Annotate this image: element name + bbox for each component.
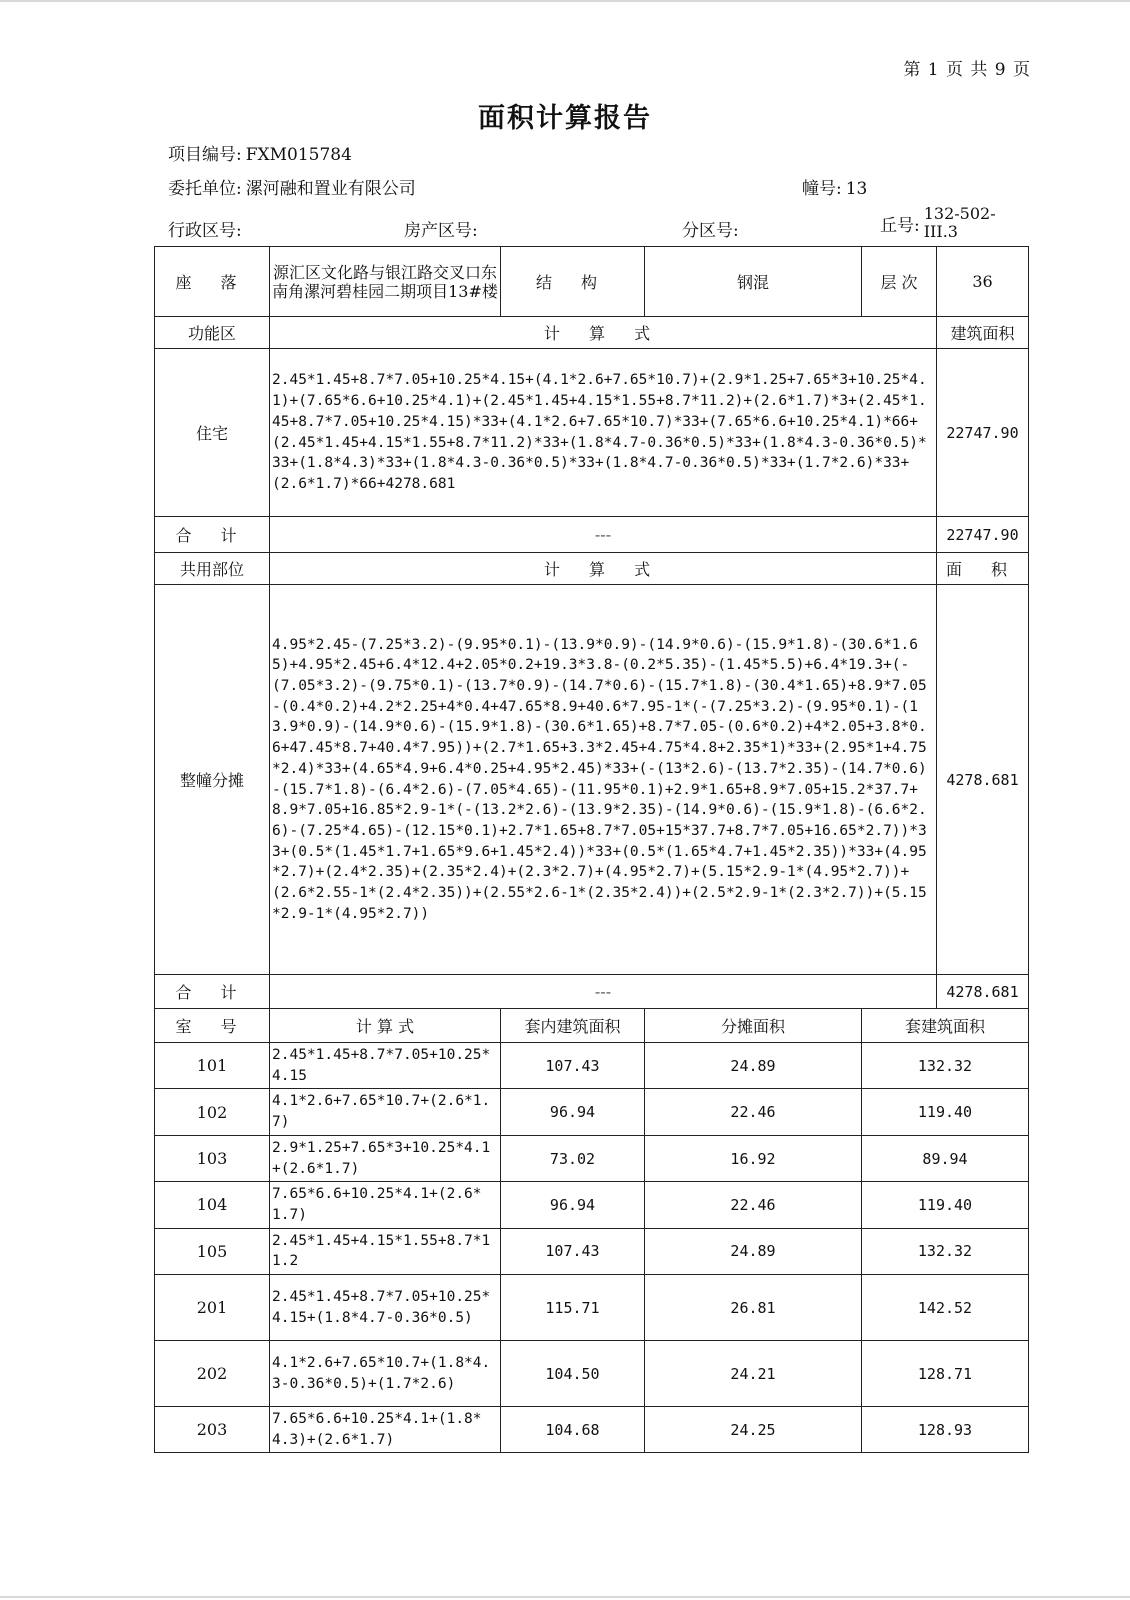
table-row <box>155 1182 1029 1228</box>
room-formula: 4.1*2.6+7.65*10.7+(2.6*1.7) <box>270 1089 501 1135</box>
room-number: 103 <box>155 1135 270 1181</box>
function-area-name: 住宅 <box>155 349 270 517</box>
floors-label: 层 次 <box>862 247 937 317</box>
shared-area: 24.89 <box>645 1228 862 1274</box>
building-number-field <box>802 174 867 199</box>
room-number-header: 室 号 <box>155 1009 270 1043</box>
total-area: 4278.681 <box>937 975 1029 1009</box>
unit-area: 128.93 <box>862 1407 1029 1453</box>
room-number: 201 <box>155 1275 270 1341</box>
table-row <box>155 1275 1029 1341</box>
shared-area: 26.81 <box>645 1275 862 1341</box>
shared-area: 22.46 <box>645 1089 862 1135</box>
table-row <box>155 1407 1029 1453</box>
residential-row <box>155 349 1029 517</box>
unit-area: 132.32 <box>862 1228 1029 1274</box>
shared-formula: 4.95*2.45-(7.25*3.2)-(9.95*0.1)-(13.9*0.9)-(14.9*0.6)-(15.9*1.8)-(30.6*1.65)+4.95*2.45+6.4*12.4+2.05*0.2+19.3*3.8-(0.2*5.35)-(1.45*5.5)+6.4*19.3+(-(7.05*3.2)-(9.75*0.1)-(13.7*0.9)-(14.7*0.6)-(15.7*1.8)-(30.4*1.65)+8.9*7.05-(0.4*0.2)+4.2*2.25+4*0.4+47.65*8.9+40.6*7.95-1*(-(7.25*3.2)-(9.95*0.1)-(13.9*0.9)-(14.9*0.6)-(15.9*1.8)-(30.6*1.65)+8.7*7.05-(0.6*0.2)+4*2.05+3.8*0.6+47.45*8.7+40.4*7.95))+(2.7*1.65+3.3*2.45+4.75*4.8+2.35*1)*33+(2.95*1+4.75*2.4)*33+(4.65*4.9+6.4*0.25+4.95*2.45)*33+(-(13*2.6)-(13.7*2.35)-(14.7*0.6)-(15.7*1.8)-(6.4*2.6)-(7.05*4.65)-(11.95*0.1)+2.9*1.65+8.9*7.05+15.2*37.7+8.9*7.05+16.85*2.9-1*(-(13.2*2.6)-(13.9*2.35)-(14.9*0.6)-(15.9*1.8)-(6.6*2.6)-(7.25*4.65)-(12.15*0.1)+2.7*1.65+8.7*7.05+15*37.7+8.7*7.05+16.65*2.7))*33+(0.5*(1.45*1.7+1.65*9.6+1.45*2.4))*33+(0.5*(1.65*4.7+1.45*2.35))*33+(4.95*2.7)+(2.4*2.35)+(2.35*2.4)+(2.3*2.7)+(4.95*2.7)+(5.15*2.9-1*(4.95*2.7))+(2.6*2.55-1*(2.4*2.35))+(2.55*2.6-1*(2.35*2.4))+(2.5*2.9-1*(2.3*2.7))+(5.15*2.9-1*(4.95*2.7)) <box>270 585 937 975</box>
parcel-number-line2: III.3 <box>923 222 958 241</box>
room-formula: 2.45*1.45+8.7*7.05+10.25*4.15+(1.8*4.7-0.36*0.5) <box>270 1275 501 1341</box>
section1-total-row <box>155 517 1029 553</box>
project-number-value: FXM015784 <box>245 145 352 165</box>
section2-total-row <box>155 975 1029 1009</box>
room-number: 202 <box>155 1341 270 1407</box>
area-calculation-table <box>154 246 1029 1453</box>
shared-area-header: 分摊面积 <box>645 1009 862 1043</box>
table-row <box>155 1135 1029 1181</box>
sub-zone-field <box>682 216 743 241</box>
inner-area: 115.71 <box>501 1275 645 1341</box>
inner-area: 73.02 <box>501 1135 645 1181</box>
residential-formula: 2.45*1.45+8.7*7.05+10.25*4.15+(4.1*2.6+7.65*10.7)+(2.9*1.25+7.65*3+10.25*4.1)+(7.65*6.6+10.25*4.1)+(2.45*1.45+4.15*1.55+8.7*11.2)+(2.6*1.7)*3+(2.45*1.45+8.7*7.05+10.25*4.15)*33+(4.1*2.6+7.65*10.7)*33+(7.65*6.6+10.25*4.1)*66+(2.45*1.45+4.15*1.55+8.7*11.2)*33+(1.8*4.7-0.36*0.5)*33+(1.8*4.3-0.36*0.5)*33+(1.8*4.3)*33+(1.8*4.3-0.36*0.5)*33+(1.8*4.7-0.36*0.5)*33+(1.7*2.6)*33+(2.6*1.7)*66+4278.681 <box>270 349 937 517</box>
unit-area: 89.94 <box>862 1135 1029 1181</box>
parcel-number-label: 丘号: <box>880 215 920 236</box>
room-formula: 2.9*1.25+7.65*3+10.25*4.1+(2.6*1.7) <box>270 1135 501 1181</box>
room-formula: 2.45*1.45+4.15*1.55+8.7*11.2 <box>270 1228 501 1274</box>
table-row <box>155 1089 1029 1135</box>
table-row <box>155 1341 1029 1407</box>
sub-zone-label: 分区号: <box>682 221 739 241</box>
room-number: 104 <box>155 1182 270 1228</box>
project-number-field <box>168 140 352 165</box>
table-row <box>155 1228 1029 1274</box>
report-title: 面积计算报告 <box>478 103 652 134</box>
structure-value: 钢混 <box>645 247 862 317</box>
shared-area: 24.21 <box>645 1341 862 1407</box>
room-number: 203 <box>155 1407 270 1453</box>
total-label: 合 计 <box>155 517 270 553</box>
room-number: 102 <box>155 1089 270 1135</box>
location-value: 源汇区文化路与银江路交叉口东南角漯河碧桂园二期项目13#楼 <box>270 247 501 317</box>
room-number: 101 <box>155 1043 270 1089</box>
property-zone-label: 房产区号: <box>404 221 478 241</box>
table-row <box>155 1043 1029 1089</box>
client-value: 漯河融和置业有限公司 <box>245 179 416 199</box>
whole-building-share-row <box>155 585 1029 975</box>
client-field <box>168 174 416 199</box>
client-label: 委托单位: <box>168 179 242 199</box>
project-number-label: 项目编号: <box>168 145 242 165</box>
shared-area: 4278.681 <box>937 585 1029 975</box>
function-area-header-row <box>155 317 1029 349</box>
room-header-row <box>155 1009 1029 1043</box>
inner-area: 107.43 <box>501 1043 645 1089</box>
formula-header: 计 算 式 <box>270 317 937 349</box>
admin-zone-label: 行政区号: <box>168 221 242 241</box>
residential-area: 22747.90 <box>937 349 1029 517</box>
shared-part-header-row <box>155 553 1029 585</box>
shared-part-name: 整幢分摊 <box>155 585 270 975</box>
total-label: 合 计 <box>155 975 270 1009</box>
function-area-header: 功能区 <box>155 317 270 349</box>
parcel-number-line1: 132-502- <box>923 204 996 223</box>
shared-part-header: 共用部位 <box>155 553 270 585</box>
unit-area: 128.71 <box>862 1341 1029 1407</box>
total-formula: --- <box>270 517 937 553</box>
parcel-number-field <box>880 205 996 241</box>
room-formula: 7.65*6.6+10.25*4.1+(2.6*1.7) <box>270 1182 501 1228</box>
inner-area: 96.94 <box>501 1089 645 1135</box>
inner-area: 96.94 <box>501 1182 645 1228</box>
formula-header: 计 算 式 <box>270 553 937 585</box>
building-area-header: 建筑面积 <box>937 317 1029 349</box>
building-number-label: 幢号: <box>802 179 842 199</box>
room-formula: 2.45*1.45+8.7*7.05+10.25*4.15 <box>270 1043 501 1089</box>
shared-area: 24.25 <box>645 1407 862 1453</box>
unit-area: 132.32 <box>862 1043 1029 1089</box>
location-label: 座 落 <box>155 247 270 317</box>
building-number-value: 13 <box>845 179 868 199</box>
admin-zone-field <box>168 216 246 241</box>
property-zone-field <box>404 216 482 241</box>
total-area: 22747.90 <box>937 517 1029 553</box>
inner-area: 107.43 <box>501 1228 645 1274</box>
room-number: 105 <box>155 1228 270 1274</box>
inner-area: 104.50 <box>501 1341 645 1407</box>
unit-area: 142.52 <box>862 1275 1029 1341</box>
page-number: 第 1 页 共 9 页 <box>903 60 1030 80</box>
building-info-row <box>155 247 1029 317</box>
room-formula: 4.1*2.6+7.65*10.7+(1.8*4.3-0.36*0.5)+(1.7*2.6) <box>270 1341 501 1407</box>
inner-area-header: 套内建筑面积 <box>501 1009 645 1043</box>
inner-area: 104.68 <box>501 1407 645 1453</box>
unit-area: 119.40 <box>862 1089 1029 1135</box>
unit-area-header: 套建筑面积 <box>862 1009 1029 1043</box>
room-formula: 7.65*6.6+10.25*4.1+(1.8*4.3)+(2.6*1.7) <box>270 1407 501 1453</box>
parcel-number-value <box>924 205 996 241</box>
floors-value: 36 <box>937 247 1029 317</box>
unit-area: 119.40 <box>862 1182 1029 1228</box>
total-formula: --- <box>270 975 937 1009</box>
shared-area: 22.46 <box>645 1182 862 1228</box>
room-formula-header: 计 算 式 <box>270 1009 501 1043</box>
shared-area: 16.92 <box>645 1135 862 1181</box>
shared-area: 24.89 <box>645 1043 862 1089</box>
structure-label: 结 构 <box>501 247 645 317</box>
area-header: 面 积 <box>937 553 1029 585</box>
